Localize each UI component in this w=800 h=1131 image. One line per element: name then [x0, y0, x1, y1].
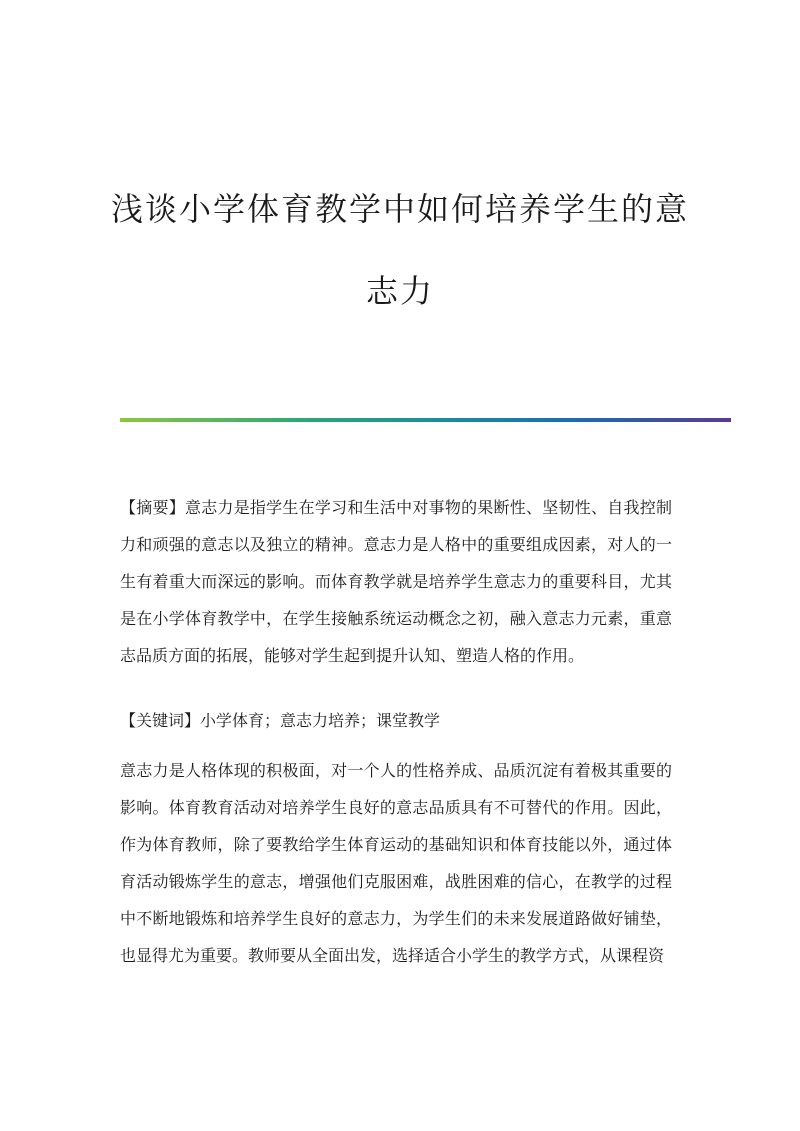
- keywords-text: 小学体育；意志力培养；课堂教学: [200, 711, 441, 730]
- document-title-line-2: 志力: [365, 272, 434, 310]
- gradient-divider: [120, 418, 731, 422]
- abstract-text: 意志力是指学生在学习和生活中对事物的果断性、坚韧性、自我控制力和顽强的意志以及独立的精神。意志力是人格中的重要组成因素，对人的一生有着重大而深远的影响。而体育教学就是培养学生意志力的重要科目，尤其是在小学体育教学中，在学生接触系统运动概念之初，融入意志力元素，重意志品质方面的拓展，能够对学生起到提升认知、塑造人格的作用。: [120, 498, 672, 665]
- document-title-line-1: 浅谈小学体育教学中如何培养学生的意: [110, 190, 689, 228]
- abstract-paragraph: [120, 489, 672, 674]
- abstract-label: 【摘要】: [120, 498, 185, 517]
- keywords-paragraph: [120, 702, 672, 739]
- keywords-label: 【关键词】: [120, 711, 201, 730]
- body-paragraph: 意志力是人格体现的积极面，对一个人的性格养成、品质沉淀有着极其重要的影响。体育教育活动对培养学生良好的意志品质具有不可替代的作用。因此，作为体育教师，除了要教给学生体育运动的基础知识和体育技能以外，通过体育活动锻炼学生的意志，增强他们克服困难，战胜困难的信心，在教学的过程中不断地锻炼和培养学生良好的意志力，为学生们的未来发展道路做好铺垫，也显得尤为重要。教师要从全面出发，选择适合小学生的教学方式，从课程资: [120, 761, 672, 965]
